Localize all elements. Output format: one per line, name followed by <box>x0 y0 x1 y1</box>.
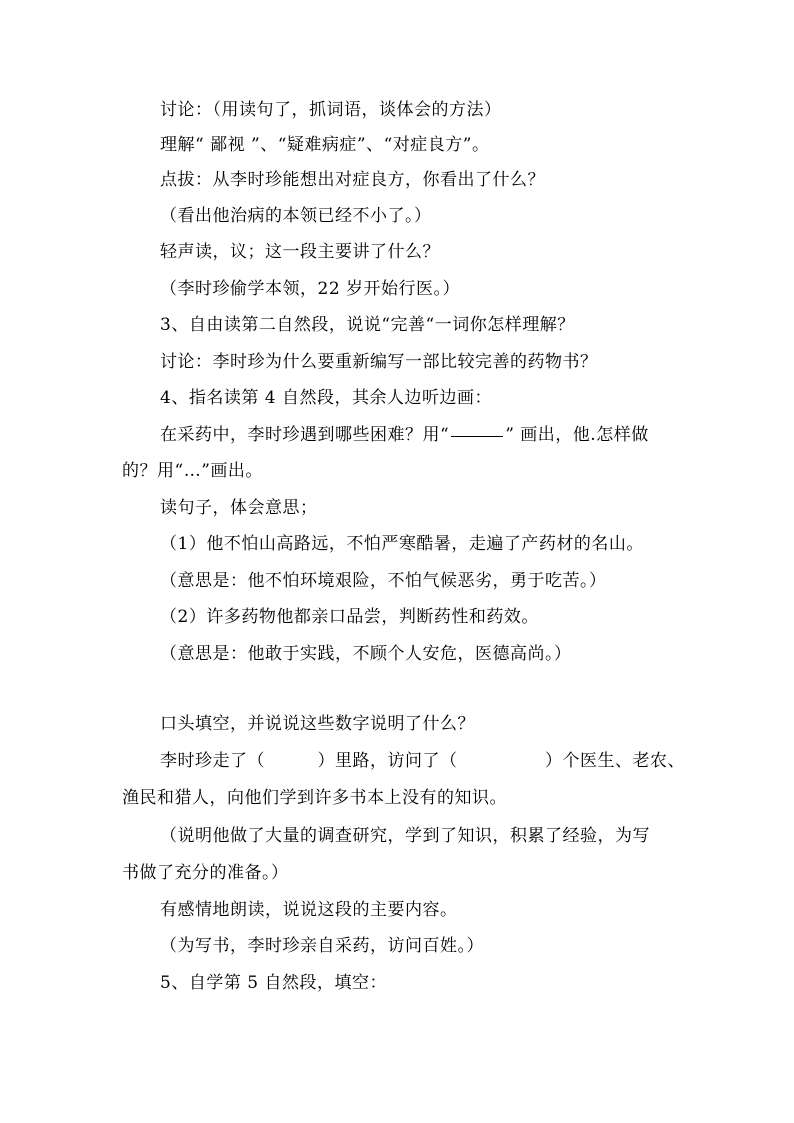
text-line: 5、自学第 5 自然段，填空： <box>160 973 387 993</box>
text-line: 讨论：（用读句了，抓词语，谈体会的方法） <box>160 100 502 120</box>
text-line: 口头填空，并说说这些数字说明了什么？ <box>160 714 475 734</box>
text-line: 有感情地朗读，说说这段的主要内容。 <box>160 900 458 920</box>
text-line: （1）他不怕山高路远，不怕严寒酷暑，走遍了产药材的名山。 <box>160 534 644 554</box>
text-line: 点拔：从李时珍能想出对症良方，你看出了什么？ <box>160 170 545 190</box>
fill-in-blank-underline <box>451 435 503 437</box>
text-line: （2）许多药物他都亲口品尝，判断药性和药效。 <box>160 607 539 627</box>
text-line: 3、自由读第二自然段，说说“完善“一词你怎样理解？ <box>160 315 575 335</box>
text-line-with-blank <box>160 424 649 446</box>
text-line: （意思是：他不怕环境艰险，不怕气候恶劣，勇于吃苦。） <box>160 571 607 591</box>
text-line: 的？用“…”画出。 <box>122 461 263 481</box>
text-line: 李时珍走了（ ）里路，访问了（ ）个医生、老农、 <box>160 751 685 771</box>
text-segment: ” 画出，他.怎样做 <box>505 425 649 445</box>
text-line: （意思是：他敢于实践，不顾个人安危，医德高尚。） <box>160 644 572 664</box>
text-line: 轻声读，议；这一段主要讲了什么？ <box>160 242 440 262</box>
text-line: 理解“ 鄙视 ”、“疑难病症”、“对症良方”。 <box>160 135 490 155</box>
text-line: （李时珍偷学本领，22 岁开始行医。） <box>160 279 461 299</box>
text-line: 读句子，体会意思； <box>160 498 318 518</box>
text-line: 讨论：李时珍为什么要重新编写一部比较完善的药物书？ <box>160 352 598 372</box>
text-line: （为写书，李时珍亲自采药，访问百姓。） <box>160 936 484 956</box>
text-line: 渔民和猎人，向他们学到许多书本上没有的知识。 <box>122 788 507 808</box>
text-line: 书做了充分的准备。） <box>122 863 289 883</box>
text-segment: 在采药中，李时珍遇到哪些困难？用“ <box>160 425 450 445</box>
text-line: （说明他做了大量的调查研究，学到了知识，积累了经验，为写 <box>160 826 650 846</box>
text-line: 4、指名读第 4 自然段，其余人边听边画： <box>160 388 492 408</box>
text-line: （看出他治病的本领已经不小了。） <box>160 206 432 226</box>
